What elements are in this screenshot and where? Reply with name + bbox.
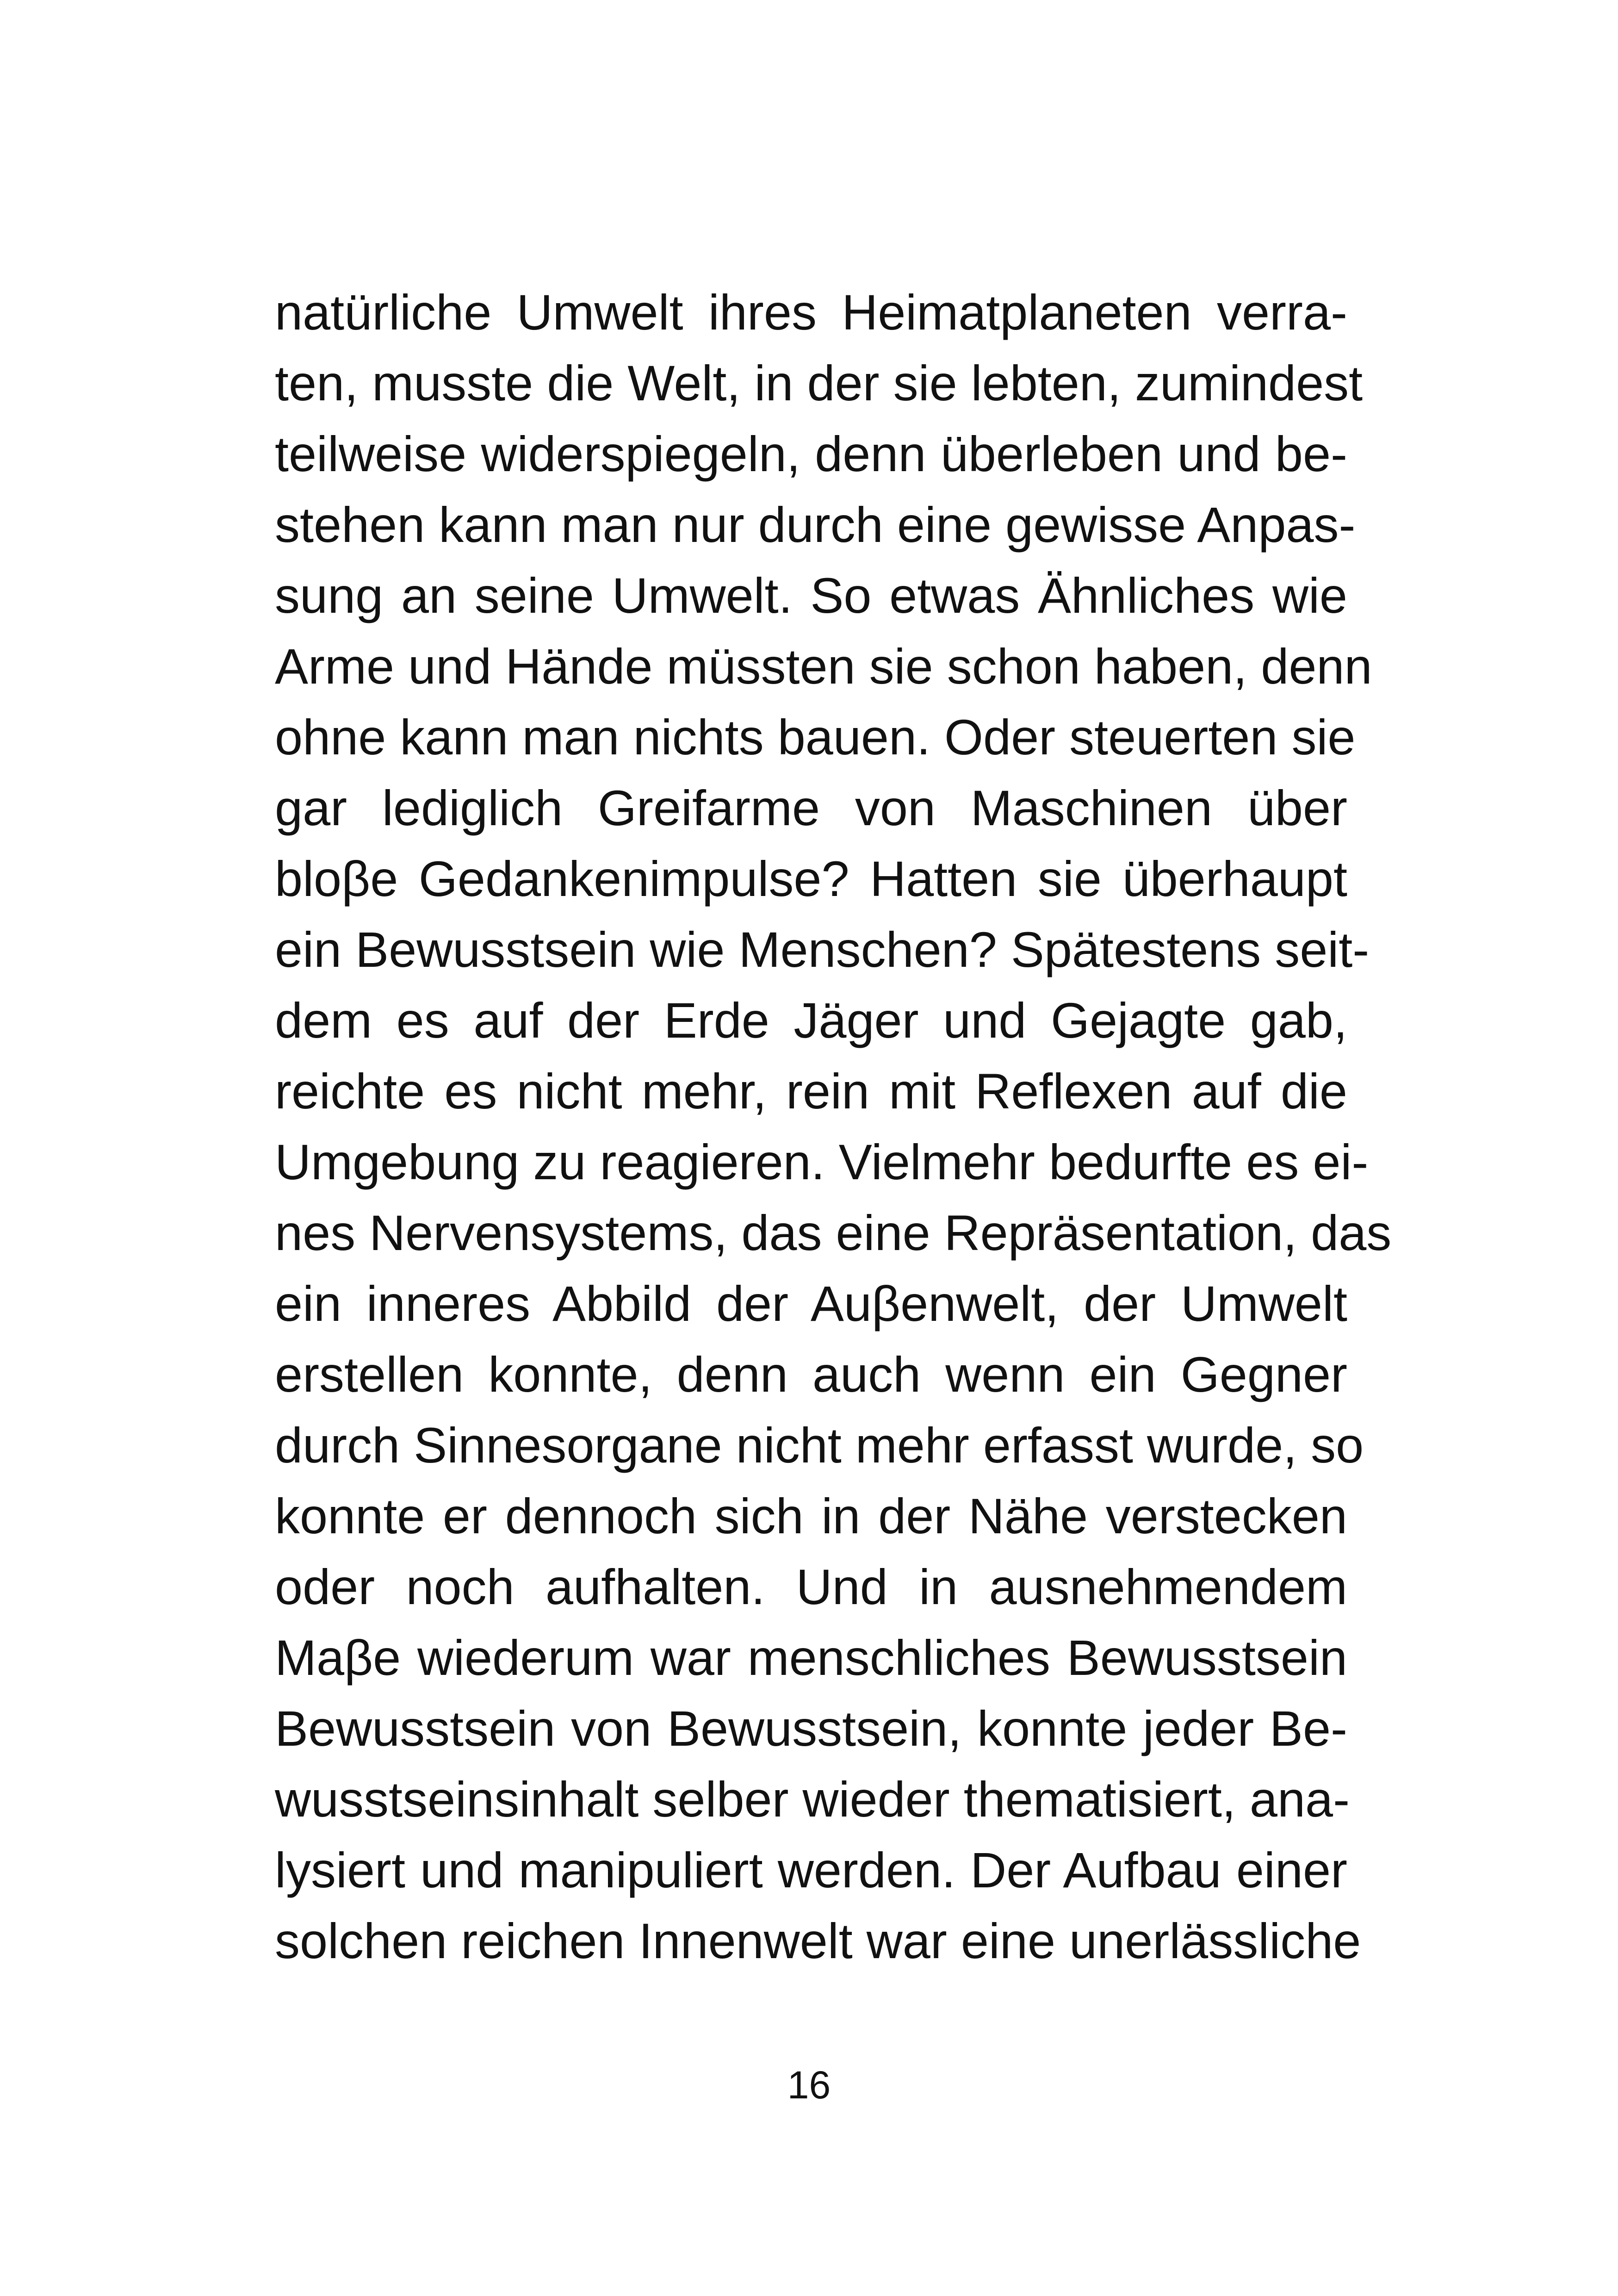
text-line: konnte er dennoch sich in der Nähe verstecken [275, 1488, 1347, 1544]
text-line: erstellen konnte, denn auch wenn ein Gegner [275, 1346, 1347, 1402]
page-number: 16 [787, 2063, 831, 2107]
text-line: oder noch aufhalten. Und in ausnehmendem [275, 1559, 1347, 1615]
text-line: ein Bewusstsein wie Menschen? Spätestens seit- [275, 921, 1370, 977]
text-line: dem es auf der Erde Jäger und Gejagte gab, [275, 992, 1347, 1048]
text-line: durch Sinnesorgane nicht mehr erfasst wurde, so [275, 1417, 1364, 1473]
text-line: reichte es nicht mehr, rein mit Reflexen auf die [275, 1063, 1347, 1119]
text-line: solchen reichen Innenwelt war eine unerlässliche [275, 1913, 1361, 1969]
text-line: ein inneres Abbild der Auβenwelt, der Umwelt [275, 1276, 1347, 1332]
text-line: bloβe Gedankenimpulse? Hatten sie überhaupt [275, 851, 1347, 907]
text-line: stehen kann man nur durch eine gewisse Anpas- [275, 497, 1356, 553]
text-line: Umgebung zu reagieren. Vielmehr bedurfte es ei- [275, 1134, 1369, 1190]
text-line: nes Nervensystems, das eine Repräsentation, das [275, 1205, 1392, 1261]
text-line: ten, musste die Welt, in der sie lebten, zumindest [275, 355, 1363, 411]
text-line: sung an seine Umwelt. So etwas Ähnliches wie [275, 567, 1347, 623]
text-line: Maβe wiederum war menschliches Bewusstsein [275, 1630, 1347, 1686]
text-line: teilweise widerspiegeln, denn überleben und be- [275, 426, 1347, 482]
body-text [275, 277, 1392, 1976]
text-line: lysiert und manipuliert werden. Der Aufbau einer [275, 1842, 1347, 1898]
text-line: gar lediglich Greifarme von Maschinen über [275, 780, 1347, 836]
text-line: Bewusstsein von Bewusstsein, konnte jeder Be- [275, 1700, 1347, 1756]
text-line: ohne kann man nichts bauen. Oder steuerten sie [275, 709, 1356, 765]
text-line: Arme und Hände müssten sie schon haben, denn [275, 638, 1372, 694]
text-line: wusstseinsinhalt selber wieder thematisiert, ana- [275, 1771, 1350, 1827]
text-line: natürliche Umwelt ihres Heimatplaneten verra- [275, 284, 1347, 340]
